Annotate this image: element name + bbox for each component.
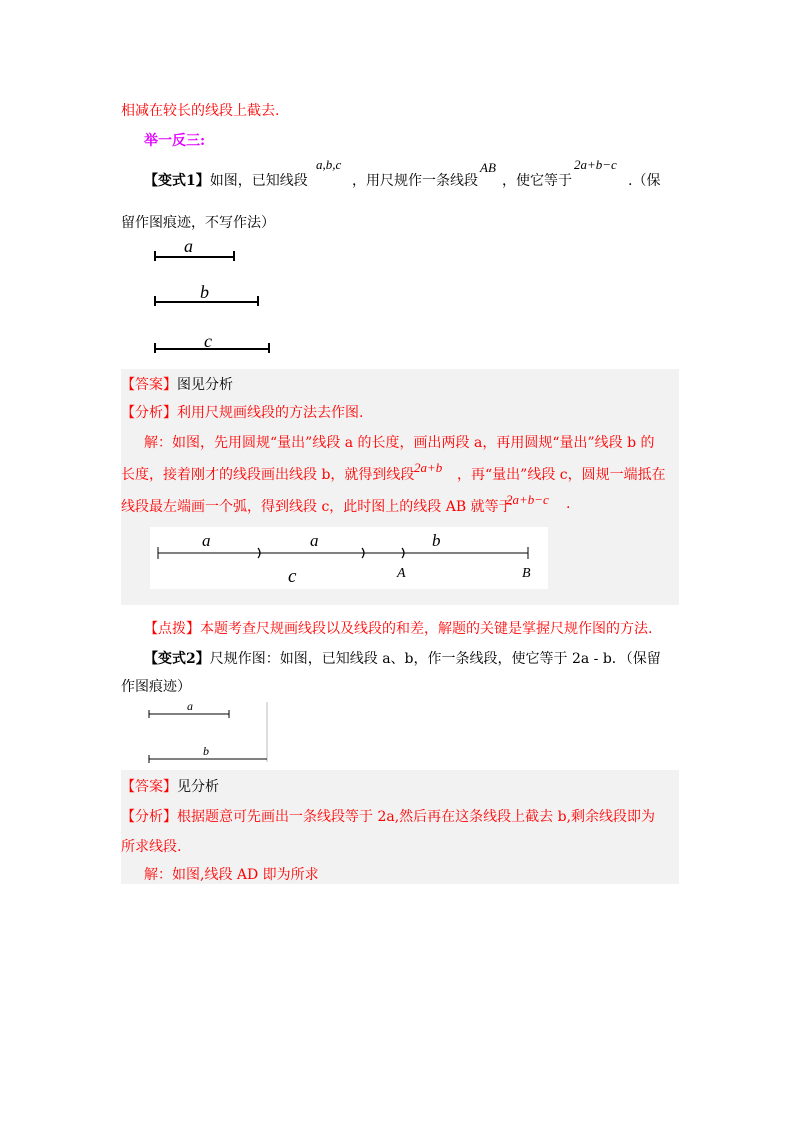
solution1-line3b: . [566, 496, 571, 512]
variant2-figure [147, 700, 271, 766]
variant1-text-1: 如图，已知线段 [209, 173, 308, 189]
v2-segment-b-label: b [203, 744, 209, 758]
analysis1-line [121, 402, 363, 422]
variant2-text: 尺规作图：如图，已知线段 a、b，作一条线段，使它等于 2a - b．（保留 [209, 651, 661, 667]
answer2-line [121, 776, 219, 796]
label-a2: a [310, 531, 319, 550]
variant1-line1 [144, 170, 308, 190]
solution2-line: 解：如图,线段 AD 即为所求 [144, 867, 319, 883]
segment-b-label: b [200, 282, 209, 302]
variant1-text-4: .（保 [628, 173, 661, 189]
answer2-text: 见分析 [177, 779, 219, 795]
solution1-expr1: 2a+b [414, 460, 443, 475]
variant1-text-2: ，用尺规作一条线段 [352, 173, 478, 189]
tip-line [144, 618, 652, 638]
label-c: c [288, 566, 297, 587]
variant2-line1 [144, 648, 661, 668]
variant1-line2: 留作图痕迹，不写作法） [121, 215, 275, 231]
segment-c [155, 343, 269, 353]
variant1-segment-ab: AB [480, 160, 496, 175]
answer2-tag: 【答案】 [121, 779, 177, 795]
variant2-line2: 作图痕迹） [121, 679, 191, 695]
answer1-line [121, 374, 233, 394]
tip-text: 本题考查尺规画线段以及线段的和差，解题的关键是掌握尺规作图的方法. [200, 621, 653, 637]
analysis2-line2: 所求线段. [121, 839, 182, 855]
analysis1-text: 利用尺规画线段的方法去作图. [177, 405, 364, 421]
analysis2-tag: 【分析】 [121, 809, 177, 825]
tip-tag: 【点拨】 [144, 621, 200, 637]
solution1-line2b: ，再“量出”线段 c，圆规一端抵在 [457, 467, 666, 483]
segment-a-label: a [184, 236, 193, 256]
answer1-text: 图见分析 [177, 377, 233, 393]
answer1-figure [150, 527, 548, 589]
label-A: A [397, 566, 406, 581]
solution1-expr2: 2a+b−c [506, 492, 549, 507]
label-b: b [432, 531, 441, 550]
variant1-text-3: ，使它等于 [502, 173, 572, 189]
solution1-line2a: 长度，接着刚才的线段画出线段 b，就得到线段 [121, 467, 415, 483]
analysis1-tag: 【分析】 [121, 405, 177, 421]
label-a1: a [202, 531, 211, 550]
segment-c-label: c [204, 331, 212, 351]
solution1-line1: 解：如图，先用圆规“量出”线段 a 的长度，画出两段 a，再用圆规“量出”线段 b 的 [144, 435, 655, 451]
section-heading: 举一反三: [144, 133, 206, 149]
v2-segment-a-label: a [187, 699, 193, 713]
variant1-expr: 2a+b−c [574, 157, 617, 172]
variant2-tag: 【变式2】 [144, 651, 210, 667]
variant1-tag: 【变式1】 [144, 173, 210, 189]
variant1-segments-expr: a,b,c [316, 157, 342, 172]
answer1-tag: 【答案】 [121, 377, 177, 393]
variant1-figure [152, 232, 292, 352]
solution1-line3a: 线段最左端画一个弧，得到线段 c，此时图上的线段 AB 就等于 [121, 499, 513, 515]
analysis2-text: 根据题意可先画出一条线段等于 2a,然后再在这条线段上截去 b,剩余线段即为 [177, 809, 656, 825]
intro-line: 相减在较长的线段上截去. [121, 103, 280, 119]
construction-line [158, 547, 528, 559]
label-B: B [522, 566, 531, 581]
segment-a [155, 251, 234, 261]
analysis2-line1 [121, 806, 655, 826]
